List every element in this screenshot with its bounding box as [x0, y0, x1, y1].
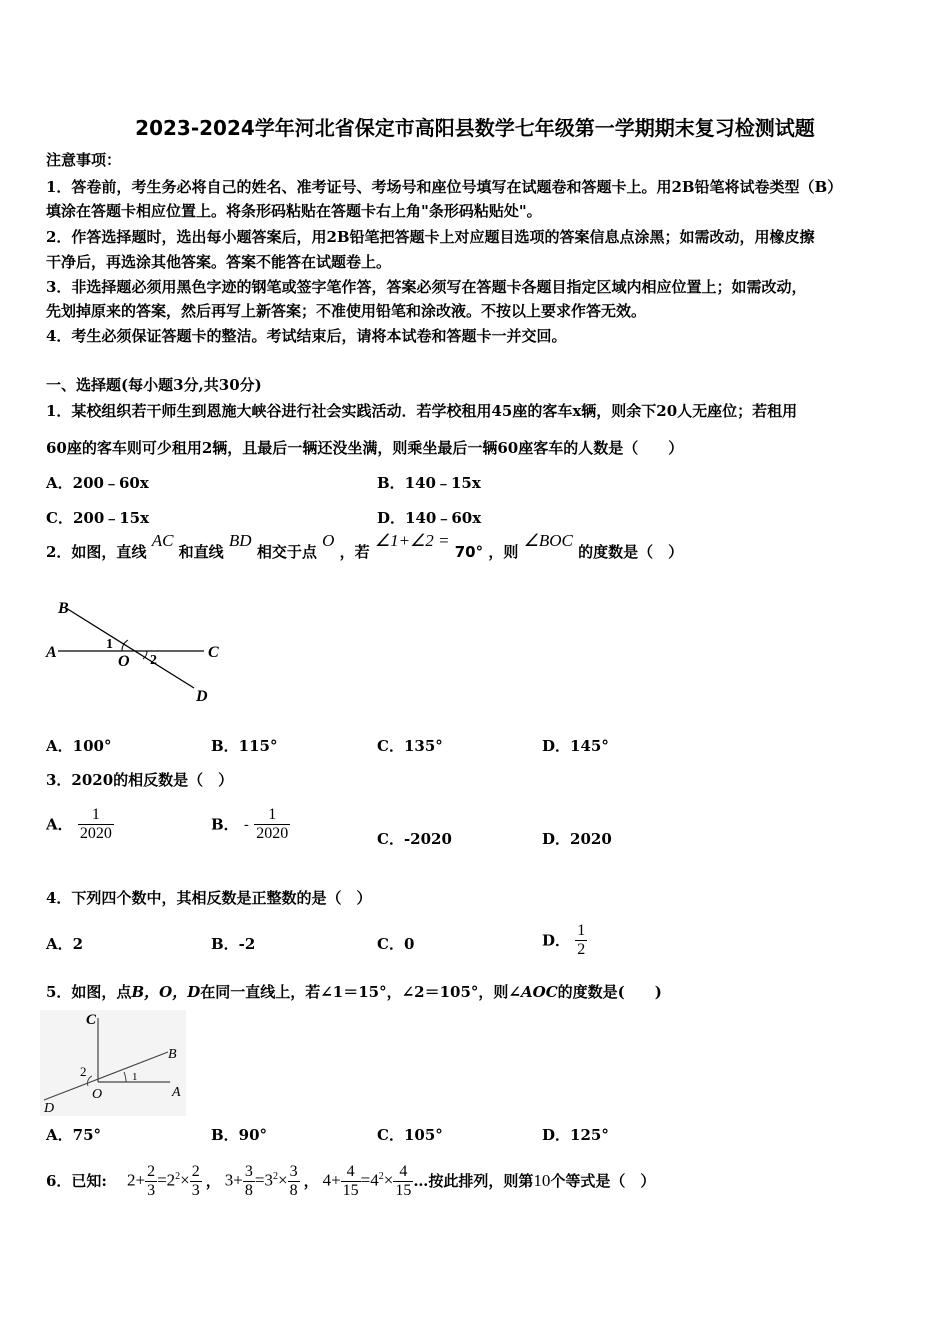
angle-condition: ∠1+∠2 =: [374, 531, 450, 550]
q5-option-d: D．125°: [542, 1126, 609, 1144]
point-o-label: O: [322, 531, 335, 550]
q4-option-b: B．-2: [211, 935, 256, 953]
q5-stem: [46, 982, 662, 1002]
denominator: 8: [289, 1181, 298, 1199]
exponent: 2: [175, 1170, 181, 1182]
fig-label-b: B: [58, 600, 69, 617]
q4-stem: 4．下列四个数中，其相反数是正整数的是（ ）: [46, 889, 372, 907]
fig-label-a: A: [46, 644, 57, 661]
q3-option-d: D．2020: [542, 830, 612, 848]
q2-text: ，则: [488, 543, 519, 561]
q2-option-b: B．115°: [211, 737, 278, 755]
q2-text: ，若: [339, 543, 370, 561]
denominator: 2: [577, 941, 586, 958]
fig-label-b: B: [168, 1047, 177, 1062]
exponent: 2: [378, 1170, 384, 1182]
fraction: [393, 1163, 413, 1200]
numerator: 2: [147, 1162, 156, 1180]
q1-stem-line1: 1．某校组织若干师生到恩施大峡谷进行社会实践活动．若学校租用45座的客车x辆，则余下20人无座位；若租用: [46, 402, 798, 420]
q5-option-a: A．75°: [46, 1126, 102, 1144]
numerator: 4: [399, 1162, 408, 1180]
q2-stem: [46, 531, 684, 562]
q3-option-b: [211, 806, 290, 843]
q4-option-c: C．0: [377, 935, 415, 953]
eq-term: 4+: [322, 1169, 341, 1189]
q4-option-d: [542, 922, 587, 959]
denominator: 8: [244, 1181, 253, 1199]
denominator: 2020: [79, 825, 112, 842]
q2-text: 相交于点: [256, 543, 317, 561]
q3-stem: 3．2020的相反数是（ ）: [46, 771, 234, 789]
q5-points: B，O，D: [131, 983, 201, 1001]
q5-text: 5．如图，点: [46, 983, 132, 1001]
exponent: 2: [272, 1170, 278, 1182]
fraction: [288, 1163, 300, 1200]
times-sign: ×: [180, 1169, 190, 1189]
eq-term: 2+: [126, 1169, 146, 1189]
denominator: 3: [147, 1181, 156, 1199]
fig-label-c: C: [208, 644, 219, 661]
fig-label-1: 1: [106, 637, 113, 652]
q4-option-a: A．2: [46, 935, 84, 953]
q1-option-c: C．200﹣15x: [46, 509, 150, 527]
fig-label-o: O: [118, 653, 130, 670]
option-label: A．: [46, 815, 73, 834]
section-heading: 一、选择题(每小题3分,共30分): [46, 376, 262, 394]
notice-line: 4．考生必须保证答题卡的整洁。考试结束后，请将本试卷和答题卡一并交回。: [46, 327, 567, 345]
q2-text: 的度数是（ ）: [578, 543, 684, 561]
equation-3: [323, 1163, 414, 1200]
q2-option-c: C．135°: [377, 737, 443, 755]
line-ac-label: AC: [151, 531, 174, 550]
q6-text: 6．已知:: [46, 1172, 107, 1190]
minus-sign: -: [243, 815, 249, 834]
denominator: 3: [191, 1181, 200, 1199]
q5-option-c: C．105°: [377, 1126, 443, 1144]
fig-label-a: A: [172, 1085, 181, 1100]
fig-label-d: D: [196, 688, 208, 705]
separator: ，: [303, 1172, 319, 1190]
option-label: D．: [542, 931, 571, 950]
eq-term: =4: [360, 1169, 379, 1189]
q3-option-c: C．-2020: [377, 830, 452, 848]
q5-text: 的度数是( ): [557, 983, 662, 1001]
q6-text: 个等式是（ ）: [550, 1172, 656, 1190]
times-sign: ×: [383, 1169, 394, 1189]
angle-boc-label: ∠BOC: [523, 531, 573, 550]
fraction: [341, 1163, 361, 1200]
equation-2: [225, 1163, 300, 1200]
page-title: 2023-2024学年河北省保定市高阳县数学七年级第一学期期末复习检测试题: [135, 116, 815, 140]
eq-term: =2: [157, 1169, 176, 1189]
fig-label-2: 2: [80, 1064, 87, 1079]
figure-background: [40, 1010, 186, 1116]
numerator: 1: [268, 806, 277, 823]
q2-figure: [44, 596, 234, 710]
numerator: 2: [191, 1162, 200, 1180]
fraction: [145, 1163, 157, 1200]
q1-stem-line2: 60座的客车则可少租用2辆，且最后一辆还没坐满，则乘坐最后一辆60座客车的人数是（ ）: [46, 439, 684, 457]
fraction: [243, 1163, 255, 1200]
notice-line: 干净后，再选涂其他答案。答案不能答在试题卷上。: [46, 253, 392, 271]
numerator: 1: [91, 806, 100, 823]
q1-option-d: D．140﹣60x: [377, 509, 482, 527]
q5-option-b: B．90°: [211, 1126, 268, 1144]
q5-figure: [40, 1010, 186, 1116]
eq-term: =3: [254, 1169, 273, 1189]
angle-value: 70°: [454, 543, 484, 561]
notice-line: 2．作答选择题时，选出每小题答案后，用2B铅笔把答题卡上对应题目选项的答案信息点涂黑；如需改动，用橡皮擦: [46, 228, 815, 246]
equation-1: [127, 1163, 202, 1200]
q6-stem: [46, 1158, 655, 1204]
q2-option-d: D．145°: [542, 737, 609, 755]
denominator: 2020: [256, 825, 289, 842]
fraction: [575, 922, 587, 959]
notice-line: 3．非选择题必须用黑色字迹的钢笔或签字笔作答，答案必须写在答题卡各题目指定区域内相应位置上；如需改动，: [46, 278, 807, 296]
denominator: 15: [342, 1181, 359, 1199]
eq-term: 3+: [224, 1169, 243, 1189]
fig-label-c: C: [86, 1012, 97, 1028]
option-label: B．: [211, 815, 239, 834]
notice-line: 1．答卷前，考生务必将自己的姓名、准考证号、考场号和座位号填写在试题卷和答题卡上。用2B铅笔将试卷类型（B）: [46, 178, 843, 196]
notice-line: 先划掉原来的答案，然后再写上新答案；不准使用铅笔和涂改液。不按以上要求作答无效。: [46, 302, 647, 320]
q5-angle: AOC: [520, 983, 558, 1001]
separator: ，: [205, 1172, 221, 1190]
q1-option-a: A．200﹣60x: [46, 474, 149, 492]
notice-heading: 注意事项：: [46, 151, 122, 169]
times-sign: ×: [277, 1169, 288, 1189]
q2-text: 和直线: [178, 543, 224, 561]
numerator: 4: [346, 1162, 355, 1180]
notice-line: 填涂在答题卡相应位置上。将条形码粘贴在答题卡右上角"条形码粘贴处"。: [46, 202, 542, 220]
numerator: 3: [244, 1162, 253, 1180]
q6-text: …按此排列，则第: [413, 1172, 534, 1190]
q1-option-b: B．140﹣15x: [377, 474, 481, 492]
ordinal-number: 10: [533, 1171, 551, 1190]
fraction: [190, 1163, 202, 1200]
fig-label-1: 1: [132, 1071, 138, 1083]
line-bd-label: BD: [228, 531, 252, 550]
fig-label-o: O: [92, 1087, 103, 1102]
line-bd: [66, 608, 194, 688]
numerator: 3: [289, 1162, 298, 1180]
fig-label-d: D: [44, 1101, 55, 1116]
denominator: 15: [395, 1181, 412, 1199]
numerator: 1: [577, 922, 586, 939]
q5-text: 在同一直线上，若∠1＝15°，∠2＝105°，则∠: [200, 983, 521, 1001]
fraction: [78, 806, 114, 843]
q2-option-a: A．100°: [46, 737, 112, 755]
q2-text: 2．如图，直线: [46, 543, 147, 561]
fig-label-2: 2: [150, 653, 157, 668]
fraction: [254, 806, 290, 843]
q3-option-a: [46, 806, 114, 843]
